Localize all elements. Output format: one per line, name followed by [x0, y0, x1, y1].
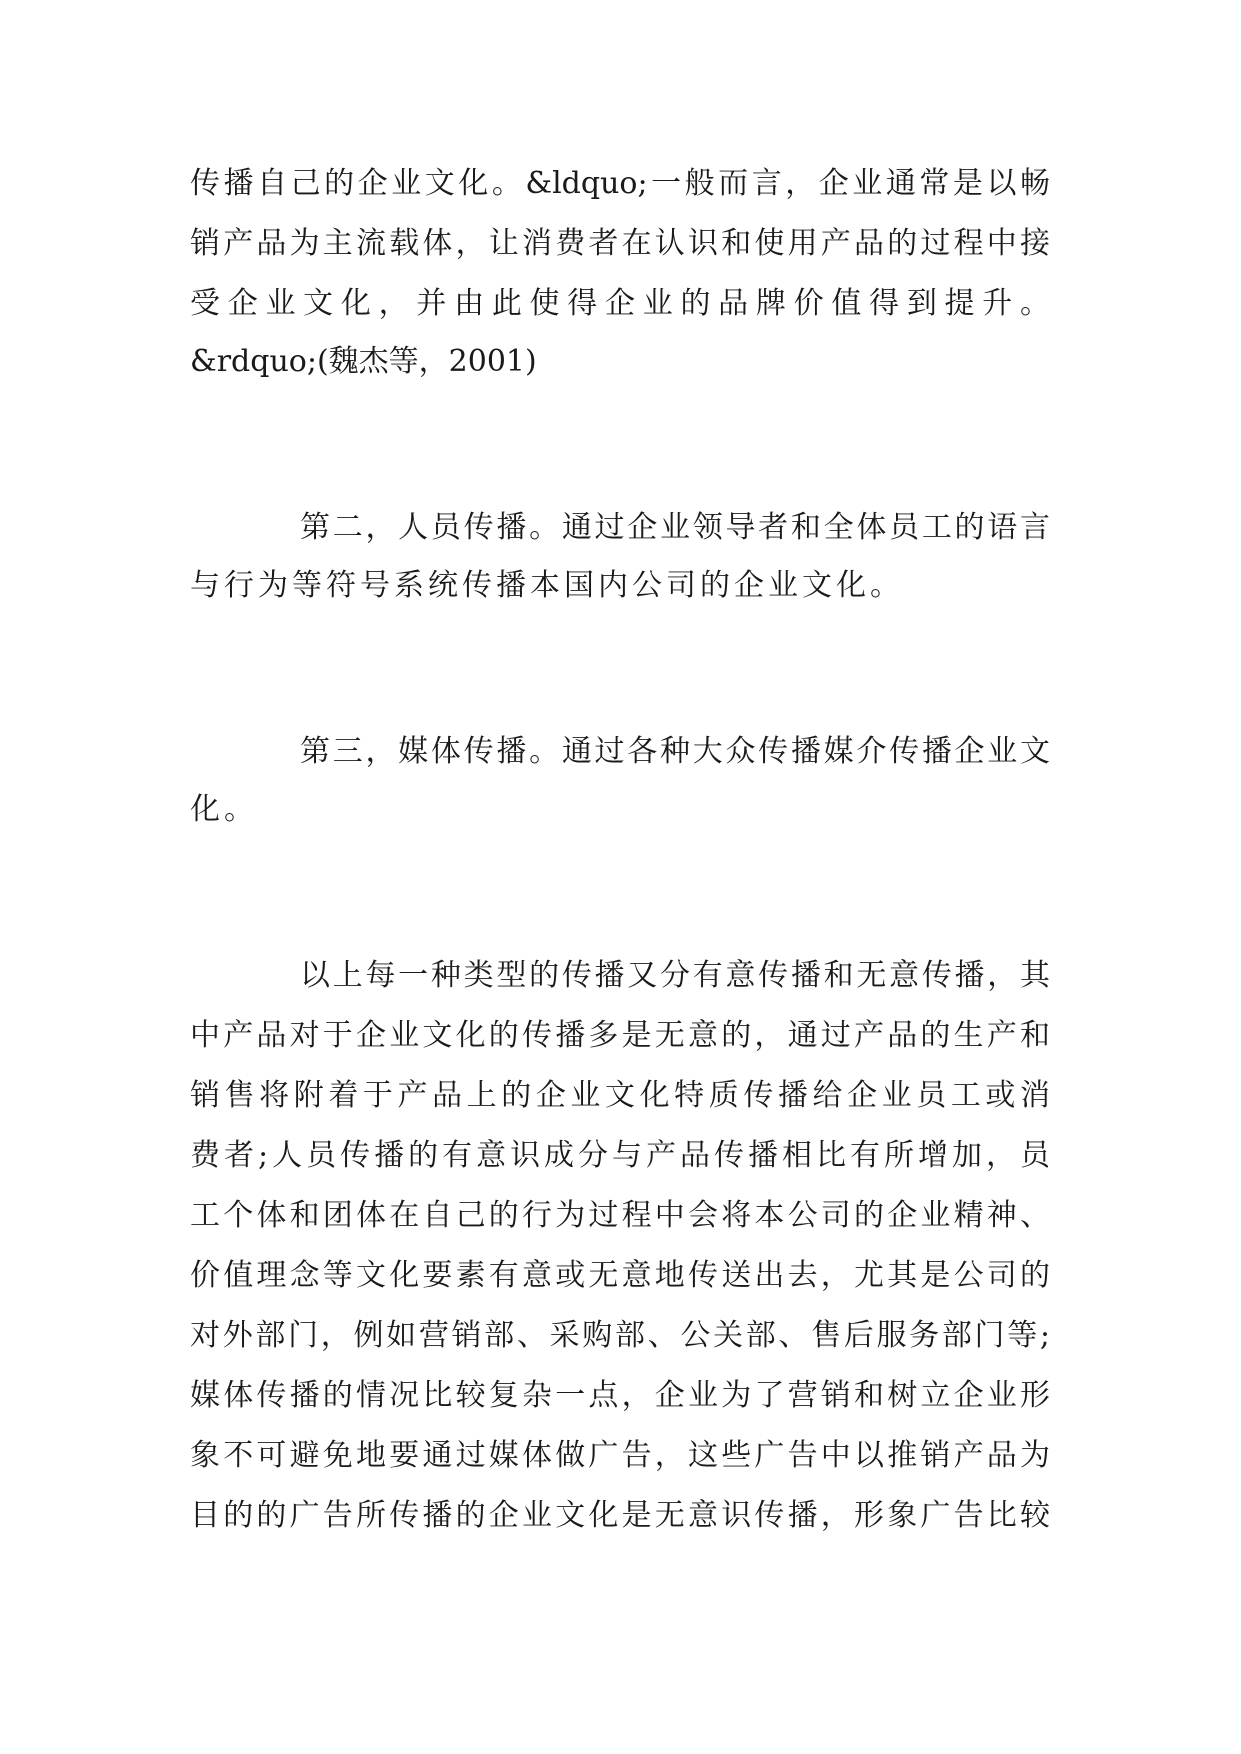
paragraph-line: 价值理念等文化要素有意或无意地传送出去，尤其是公司的	[190, 1258, 1050, 1293]
paragraph-line: 第三，媒体传播。通过各种大众传播媒介传播企业文	[300, 734, 1050, 769]
paragraph-line: 第二，人员传播。通过企业领导者和全体员工的语言	[300, 510, 1050, 545]
paragraph-line: 与行为等符号系统传播本国内公司的企业文化。	[190, 568, 904, 603]
paragraph-line: 象不可避免地要通过媒体做广告，这些广告中以推销产品为	[190, 1438, 1050, 1473]
paragraph-line: 中产品对于企业文化的传播多是无意的，通过产品的生产和	[190, 1018, 1050, 1053]
paragraph-line: 费者;人员传播的有意识成分与产品传播相比有所增加，员	[190, 1138, 1050, 1173]
paragraph-line: 化。	[190, 792, 258, 827]
paragraph-line: 媒体传播的情况比较复杂一点，企业为了营销和树立企业形	[190, 1378, 1050, 1413]
paragraph-line: 对外部门，例如营销部、采购部、公关部、售后服务部门等;	[190, 1318, 1050, 1353]
paragraph-line: &rdquo;(魏杰等，2001)	[190, 344, 537, 379]
paragraph-line: 传播自己的企业文化。&ldquo;一般而言，企业通常是以畅	[190, 166, 1050, 201]
paragraph-line: 受企业文化，并由此使得企业的品牌价值得到提升。	[190, 286, 1050, 321]
paragraph-line: 目的的广告所传播的企业文化是无意识传播，形象广告比较	[190, 1498, 1050, 1533]
paragraph-line: 销售将附着于产品上的企业文化特质传播给企业员工或消	[190, 1078, 1050, 1113]
paragraph-line: 工个体和团体在自己的行为过程中会将本公司的企业精神、	[190, 1198, 1050, 1233]
paragraph-line: 销产品为主流载体，让消费者在认识和使用产品的过程中接	[190, 226, 1050, 261]
paragraph-line: 以上每一种类型的传播又分有意传播和无意传播，其	[300, 958, 1050, 993]
